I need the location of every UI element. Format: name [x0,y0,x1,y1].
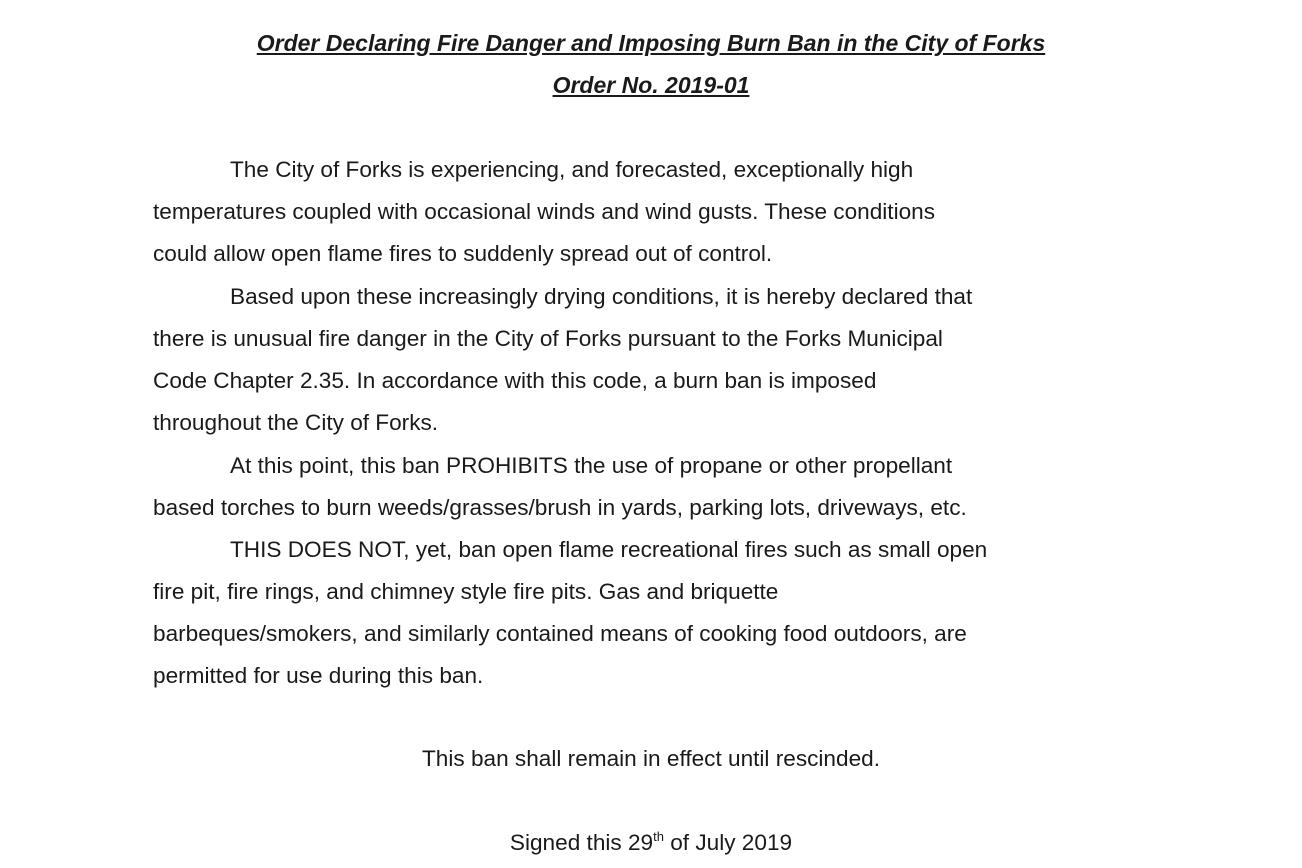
order-number: Order No. 2019-01 [552,72,750,98]
paragraph-line: Based upon these increasingly drying conditions, it is hereby declared that [230,284,973,309]
paragraph-line: THIS DOES NOT, yet, ban open flame recreational fires such as small open [230,537,988,562]
paragraph-line: throughout the City of Forks. [153,410,439,435]
paragraph-line: barbeques/smokers, and similarly contained means of cooking food outdoors, are [153,621,967,646]
paragraph-line: temperatures coupled with occasional winds and wind gusts. These conditions [153,199,936,224]
paragraph-line: Code Chapter 2.35. In accordance with this code, a burn ban is imposed [153,368,877,393]
paragraph-line: based torches to burn weeds/grasses/brush in yards, parking lots, driveways, etc. [153,495,967,520]
document-title: Order Declaring Fire Danger and Imposing Burn Ban in the City of Forks [256,30,1046,56]
signature-prefix: Signed this 29 [509,830,654,855]
paragraph-line: fire pit, fire rings, and chimney style fire pits. Gas and briquette [153,579,779,604]
paragraph-line: permitted for use during this ban. [153,663,484,688]
paragraph-line: there is unusual fire danger in the City of Forks pursuant to the Forks Municipal [153,326,943,351]
signature-line [0,829,1302,857]
signature-suffix: of July 2019 [663,830,793,855]
closing-statement: This ban shall remain in effect until rescinded. [422,746,880,771]
signature-superscript: th [653,829,664,844]
paragraph-line: The City of Forks is experiencing, and forecasted, exceptionally high [230,157,914,182]
paragraph-line: At this point, this ban PROHIBITS the use of propane or other propellant [230,453,953,478]
paragraph-line: could allow open flame fires to suddenly spread out of control. [153,241,773,266]
